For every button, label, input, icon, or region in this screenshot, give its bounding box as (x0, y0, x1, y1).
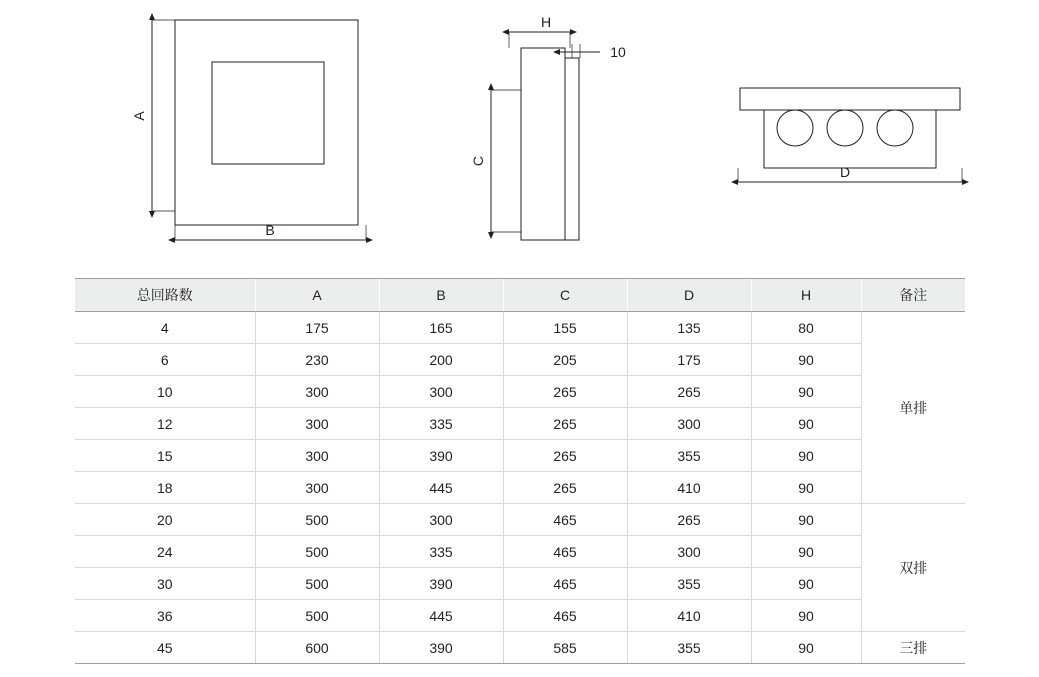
spec-table (75, 278, 965, 664)
cell-d: 265 (627, 504, 751, 536)
table-row (75, 344, 965, 376)
front-view (131, 20, 366, 240)
table-row (75, 536, 965, 568)
cell-d: 355 (627, 632, 751, 664)
front-view-height-label: A (131, 111, 147, 121)
cell-a: 500 (255, 568, 379, 600)
cell-b: 300 (379, 376, 503, 408)
cell-circuits: 18 (75, 472, 255, 504)
cell-c: 465 (503, 568, 627, 600)
cell-c: 265 (503, 408, 627, 440)
cell-d: 175 (627, 344, 751, 376)
table-row (75, 632, 965, 664)
table-row (75, 440, 965, 472)
cell-d: 300 (627, 408, 751, 440)
spec-table-container (75, 278, 965, 664)
cell-b: 390 (379, 440, 503, 472)
cell-circuits: 24 (75, 536, 255, 568)
cell-b: 390 (379, 568, 503, 600)
cell-a: 300 (255, 408, 379, 440)
side-view-thickness-label: 10 (610, 44, 626, 60)
col-header-circuits: 总回路数 (75, 279, 255, 312)
knockout-circle (877, 110, 913, 146)
table-row (75, 600, 965, 632)
drawings-svg (0, 0, 1039, 272)
cell-h: 90 (751, 472, 861, 504)
col-header-d: D (627, 279, 751, 312)
cell-b: 445 (379, 472, 503, 504)
table-header-row (75, 279, 965, 312)
cell-c: 205 (503, 344, 627, 376)
table-row (75, 408, 965, 440)
cell-h: 80 (751, 312, 861, 344)
cell-d: 355 (627, 568, 751, 600)
cell-h: 90 (751, 536, 861, 568)
cell-d: 135 (627, 312, 751, 344)
knockout-circle (777, 110, 813, 146)
cell-circuits: 10 (75, 376, 255, 408)
cell-h: 90 (751, 376, 861, 408)
side-view (470, 14, 626, 240)
col-header-note: 备注 (861, 279, 965, 312)
cell-circuits: 20 (75, 504, 255, 536)
col-header-a: A (255, 279, 379, 312)
side-view-depth-label: H (540, 14, 552, 30)
cell-c: 265 (503, 376, 627, 408)
cell-c: 265 (503, 472, 627, 504)
cell-c: 465 (503, 600, 627, 632)
cell-circuits: 12 (75, 408, 255, 440)
cell-b: 335 (379, 408, 503, 440)
cell-a: 300 (255, 472, 379, 504)
cell-a: 300 (255, 440, 379, 472)
cell-h: 90 (751, 600, 861, 632)
cell-circuits: 4 (75, 312, 255, 344)
cell-h: 90 (751, 408, 861, 440)
cell-circuits: 36 (75, 600, 255, 632)
cell-note: 单排 (861, 312, 965, 504)
side-view-height-label: C (470, 155, 486, 167)
cell-b: 200 (379, 344, 503, 376)
cell-circuits: 30 (75, 568, 255, 600)
cell-h: 90 (751, 568, 861, 600)
cell-a: 500 (255, 600, 379, 632)
cell-b: 390 (379, 632, 503, 664)
cell-note: 双排 (861, 504, 965, 632)
col-header-b: B (379, 279, 503, 312)
cell-a: 175 (255, 312, 379, 344)
cell-circuits: 15 (75, 440, 255, 472)
cell-c: 465 (503, 536, 627, 568)
table-row (75, 504, 965, 536)
cell-c: 155 (503, 312, 627, 344)
cell-h: 90 (751, 632, 861, 664)
table-row (75, 472, 965, 504)
cell-circuits: 45 (75, 632, 255, 664)
cell-a: 500 (255, 536, 379, 568)
front-view-width-label: B (265, 222, 275, 238)
cell-c: 265 (503, 440, 627, 472)
col-header-h: H (751, 279, 861, 312)
cell-d: 355 (627, 440, 751, 472)
cell-h: 90 (751, 344, 861, 376)
cell-b: 300 (379, 504, 503, 536)
bottom-view (738, 88, 962, 182)
cell-d: 410 (627, 472, 751, 504)
table-row (75, 568, 965, 600)
cell-a: 230 (255, 344, 379, 376)
cell-b: 335 (379, 536, 503, 568)
knockout-circle (827, 110, 863, 146)
cell-c: 465 (503, 504, 627, 536)
cell-b: 445 (379, 600, 503, 632)
cell-d: 265 (627, 376, 751, 408)
cell-d: 300 (627, 536, 751, 568)
table-row (75, 376, 965, 408)
cell-a: 500 (255, 504, 379, 536)
cell-h: 90 (751, 440, 861, 472)
cell-h: 90 (751, 504, 861, 536)
cell-circuits: 6 (75, 344, 255, 376)
cell-d: 410 (627, 600, 751, 632)
cell-note: 三排 (861, 632, 965, 664)
cell-a: 300 (255, 376, 379, 408)
col-header-c: C (503, 279, 627, 312)
technical-drawings (0, 0, 1039, 272)
cell-a: 600 (255, 632, 379, 664)
table-row (75, 312, 965, 344)
bottom-view-width-label: D (839, 164, 851, 180)
cell-c: 585 (503, 632, 627, 664)
cell-b: 165 (379, 312, 503, 344)
